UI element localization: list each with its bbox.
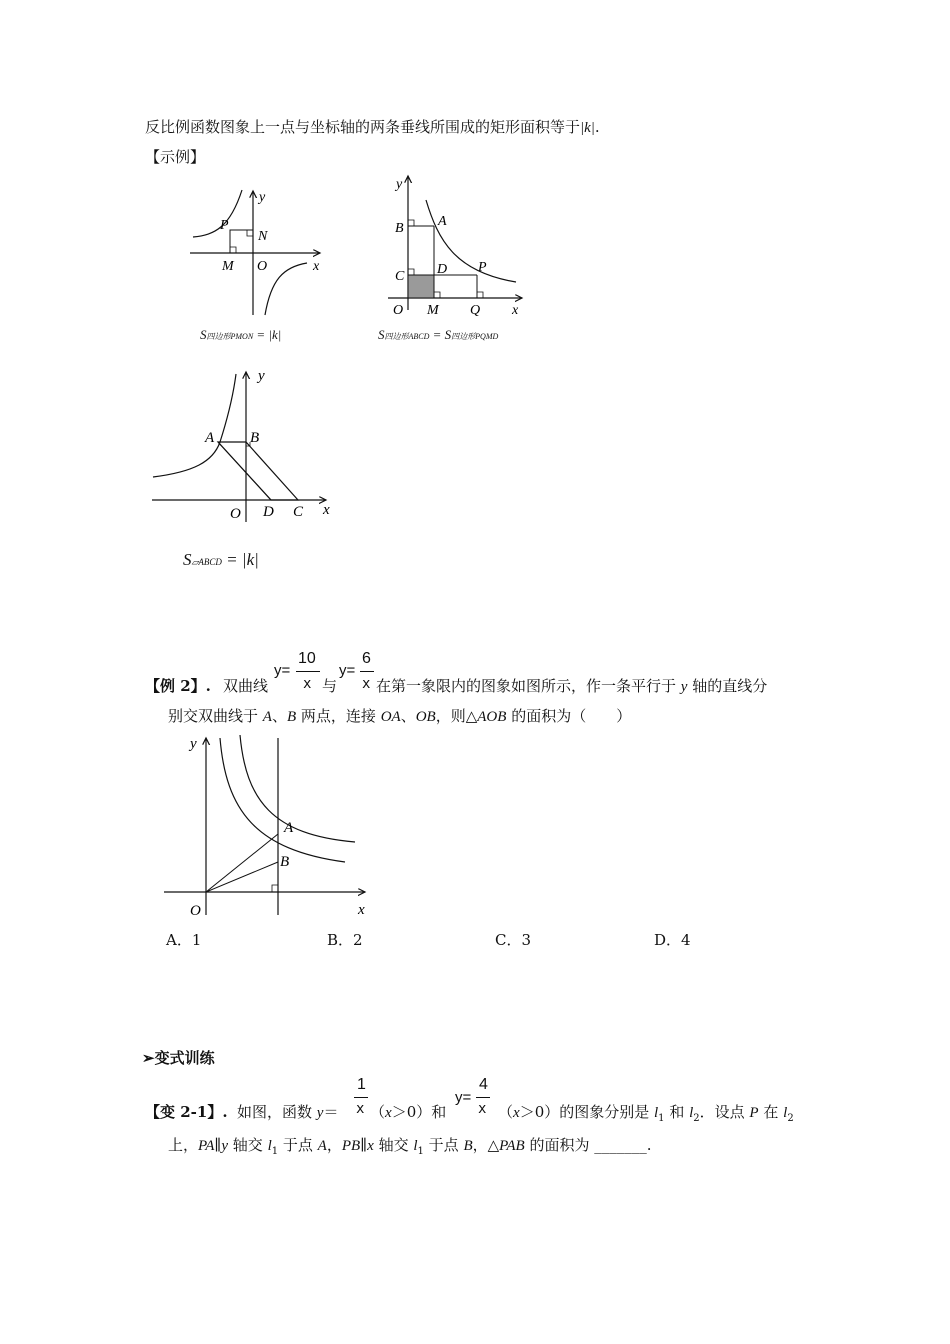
ex2-l2-sep: 、	[271, 707, 287, 725]
var-line2	[168, 1135, 652, 1162]
ex2-fig-label-o: O	[190, 903, 201, 919]
fig2-right-angle-c	[408, 269, 414, 275]
fig2-shaded-square	[408, 275, 434, 298]
fig3-label-a: A	[205, 430, 215, 446]
fig2-caption-eq: = S	[429, 327, 452, 342]
ex2-l2-AOB: AOB	[477, 709, 507, 725]
intro-line	[145, 117, 600, 138]
ex2-fig-label-x: x	[358, 902, 365, 918]
var-l1-sub: 1	[658, 1113, 665, 1124]
intro-text: 反比例函数图象上一点与坐标轴的两条垂线所围成的矩形面积等于	[145, 118, 581, 136]
ex2-line1-y: y	[680, 679, 688, 695]
fig2-label-b: B	[395, 221, 404, 236]
option-b[interactable]	[327, 929, 363, 950]
ex2-frac-bar-1	[296, 671, 320, 672]
var-frac-bar-2	[476, 1097, 490, 1098]
var-l1: l	[654, 1105, 659, 1121]
fig3-caption-sub: ▱ABCD	[191, 557, 222, 567]
var-l2: l	[689, 1105, 694, 1121]
ex2-line2	[168, 706, 631, 727]
fig3-label-o: O	[230, 506, 241, 522]
var-den-2: x	[478, 1101, 487, 1117]
fig1-caption-sub: 四边形PMON	[206, 332, 254, 341]
ex2-l2-B: B	[286, 709, 297, 725]
var-cond-1b: ＞0）和	[391, 1103, 447, 1121]
var-l2-b: 轴交	[228, 1136, 268, 1154]
figure-1-diagram	[185, 185, 335, 325]
fig1-label-n: N	[258, 229, 268, 244]
var-frac-bar-1	[354, 1097, 368, 1098]
variant2-1-label-dot: .	[222, 1103, 228, 1121]
arrow-icon: ➢	[142, 1049, 155, 1067]
var-cond-1	[370, 1102, 446, 1123]
fig3-label-y: y	[258, 368, 265, 384]
var-l1c: l	[267, 1138, 272, 1154]
fig1-curve-lower	[265, 263, 307, 315]
fig1-caption-s: S	[200, 327, 207, 342]
var-l2-e: 轴交	[373, 1136, 414, 1154]
variant2-1-label-text: 【变 2-1】	[145, 1103, 223, 1121]
fig3-caption-s: S	[183, 550, 192, 569]
var-par2: ∥	[360, 1136, 368, 1154]
variant-section-title	[142, 1048, 215, 1068]
var-A: A	[317, 1138, 327, 1154]
var-eq1: ＝	[323, 1103, 339, 1121]
ex2-fig-label-a: A	[284, 820, 294, 836]
variant2-1-label	[145, 1102, 228, 1122]
fig2-caption-s1: S	[378, 327, 385, 342]
ex2-frac-bar-2	[360, 671, 374, 672]
fig2-label-x: x	[512, 303, 519, 318]
var-line1-rest	[498, 1102, 794, 1129]
ex2-with: 与	[322, 677, 338, 695]
var-l1d: l	[413, 1138, 418, 1154]
fig2-label-a: A	[438, 214, 447, 229]
var-y-eq-2: y=	[455, 1089, 472, 1106]
ex2-l2-d: 的面积为（ ）	[506, 707, 632, 725]
fig3-label-c: C	[293, 504, 304, 520]
var-x-axis: x	[367, 1138, 374, 1154]
example2-label	[145, 676, 211, 696]
var-l1d-sub: 1	[417, 1146, 424, 1157]
var-B: B	[463, 1138, 473, 1154]
var-l2-a: 上，	[168, 1136, 199, 1154]
fig1-label-p: P	[220, 218, 229, 233]
ex2-fig-right-angle	[272, 885, 278, 892]
fig1-rectangle	[230, 230, 253, 253]
ex2-num-2: 6	[362, 650, 371, 667]
var-line1-a	[237, 1102, 338, 1123]
var-l2b-sub: 2	[787, 1113, 794, 1124]
ex2-den-2: x	[362, 676, 371, 692]
var-par1: ∥	[214, 1136, 222, 1154]
figure-3-caption	[183, 550, 259, 570]
ex2-fig-line-ob	[206, 862, 278, 892]
option-d-key: D．	[654, 931, 682, 949]
fig2-right-angle-m	[434, 292, 440, 298]
var-and: 和	[664, 1103, 690, 1121]
var-y-axis: y	[221, 1138, 229, 1154]
fig3-label-b: B	[250, 430, 260, 446]
var-t1: 如图，函数	[237, 1103, 317, 1121]
fig2-label-d: D	[437, 262, 448, 277]
var-l2-c: 于点	[278, 1136, 318, 1154]
ex2-l2-b: 两点，连接	[296, 707, 381, 725]
figure-3-diagram	[148, 362, 338, 527]
fig2-label-q: Q	[470, 303, 481, 318]
var-cond-1x: x	[385, 1105, 392, 1121]
var-y1: y	[316, 1105, 324, 1121]
figure-2-caption	[378, 327, 498, 343]
ex2-fig-label-b: B	[280, 854, 290, 870]
fig1-label-x: x	[313, 259, 320, 274]
fig2-label-p: P	[478, 260, 487, 275]
example2-label-dot: .	[205, 677, 211, 695]
var-l1c-sub: 1	[271, 1146, 279, 1157]
fig1-caption-rhs: = |k|	[253, 327, 282, 342]
fig2-label-c: C	[395, 269, 405, 284]
var-den-1: x	[356, 1101, 365, 1117]
fig3-label-x: x	[323, 502, 330, 518]
figure-1-caption	[200, 327, 281, 343]
example2-diagram	[160, 730, 375, 920]
var-PAB: PAB	[499, 1138, 525, 1154]
fig2-caption-sub1: 四边形ABCD	[384, 332, 430, 341]
ex2-fig-curve-inner	[220, 738, 345, 862]
ex2-y-eq-2: y=	[339, 662, 356, 679]
fig1-right-angle-n	[247, 230, 253, 236]
var-cond-1a: （	[370, 1103, 386, 1121]
fig2-right-angle-q	[477, 292, 483, 298]
fig3-line-ad	[218, 442, 271, 500]
var-l2-sub: 2	[693, 1113, 700, 1124]
var-t2: ．设点	[699, 1103, 750, 1121]
option-a-key: A．	[166, 931, 192, 949]
var-l2b: l	[783, 1105, 788, 1121]
var-P: P	[749, 1105, 759, 1121]
option-d[interactable]	[654, 929, 691, 950]
var-end: .	[646, 1136, 652, 1154]
example2-pre: 双曲线	[223, 677, 269, 695]
ex2-l2-c: ，则△	[435, 707, 478, 725]
option-c[interactable]	[495, 929, 531, 950]
ex2-line1-a: 在第一象限内的图象如图所示，作一条平行于	[376, 677, 681, 695]
fig3-label-d: D	[263, 504, 274, 520]
example-heading: 【示例】	[145, 148, 206, 166]
var-PB: PB	[341, 1138, 361, 1154]
ex2-l2-OB: OB	[415, 709, 436, 725]
fig2-label-y: y	[396, 177, 403, 192]
fig3-caption-rhs: = |k|	[221, 550, 259, 569]
fig2-caption-sub2: 四边形PQMD	[451, 332, 499, 341]
var-l2-h: 的面积为	[524, 1136, 595, 1154]
option-c-key: C．	[495, 931, 522, 949]
ex2-line1-b: 轴的直线分	[687, 677, 768, 695]
option-c-value: 3	[521, 931, 532, 949]
ex2-fig-line-oa	[206, 834, 278, 892]
fig1-label-y: y	[259, 190, 266, 205]
var-cond-2a: （	[498, 1103, 514, 1121]
ex2-line1-rest	[376, 676, 767, 697]
intro-end: .	[594, 118, 600, 136]
var-l2-f: 于点	[423, 1136, 464, 1154]
fig2-right-angle-b	[408, 220, 414, 226]
option-d-value: 4	[681, 931, 691, 949]
var-num-2: 4	[479, 1076, 488, 1093]
ex2-fig-label-y: y	[190, 736, 197, 752]
option-a-value: 1	[191, 931, 202, 949]
variant-title-text: 变式训练	[154, 1049, 215, 1067]
var-PA: PA	[198, 1138, 215, 1154]
fig2-label-m: M	[427, 303, 439, 318]
fig1-right-angle-m	[230, 247, 236, 253]
option-a[interactable]	[166, 929, 201, 950]
option-b-value: 2	[353, 931, 363, 949]
fig1-label-o: O	[257, 259, 268, 274]
ex2-num-1: 10	[298, 650, 316, 667]
ex2-y-eq-1: y=	[274, 662, 291, 679]
ex2-l2-a: 别交双曲线于	[168, 707, 263, 725]
var-l2-g: ，△	[472, 1136, 500, 1154]
var-l2-d: ，	[326, 1136, 342, 1154]
var-cond-2x: x	[513, 1105, 520, 1121]
example2-label-text: 【例 2】	[145, 677, 206, 695]
option-b-key: B．	[327, 931, 354, 949]
intro-k-abs: |k|	[580, 120, 595, 136]
ex2-den-1: x	[303, 676, 312, 692]
ex2-l2-A: A	[262, 709, 272, 725]
var-cond-2b: ＞0）的图象分别是	[519, 1103, 654, 1121]
var-num-1: 1	[357, 1076, 366, 1093]
var-t3: 在	[758, 1103, 784, 1121]
fig3-curve	[153, 374, 236, 477]
ex2-fig-curve-outer	[240, 735, 355, 842]
fig2-label-o: O	[393, 303, 404, 318]
ex2-l2-OA: OA	[380, 709, 401, 725]
fig3-parallelogram	[218, 442, 298, 500]
ex2-l2-sep2: 、	[400, 707, 416, 725]
fig1-label-m: M	[222, 259, 234, 274]
answer-blank[interactable]: _______	[594, 1136, 647, 1154]
figure-2-diagram	[380, 170, 535, 325]
